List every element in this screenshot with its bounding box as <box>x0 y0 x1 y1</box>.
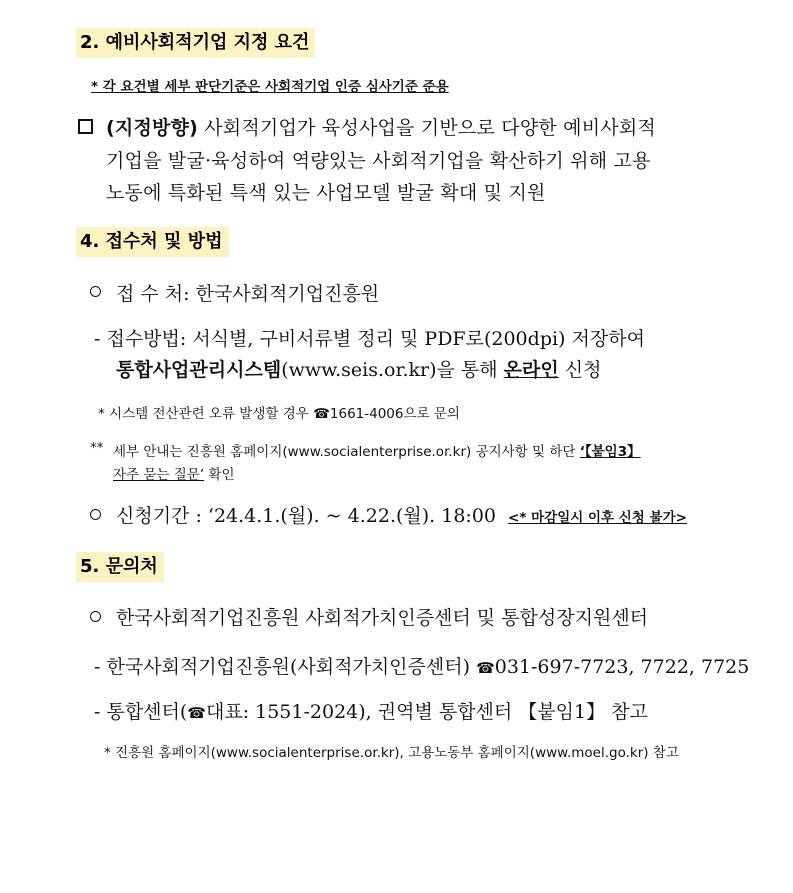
direction-line-2: 기업을 발굴·육성하여 역량있는 사회적기업을 확산하기 위해 고용 <box>106 150 651 172</box>
contact2-numbers: 대표: 1551-2024), 권역별 통합센터 【붙임1】 참고 <box>205 701 648 723</box>
note2-line-1 <box>113 440 641 460</box>
note2-link-1[interactable]: ‘【붙임3】 <box>579 444 641 460</box>
direction-text-1: 사회적기업가 육성사업을 기반으로 다양한 예비사회적 <box>204 117 656 139</box>
phone-icon: ☎ <box>476 659 495 677</box>
contact2-prefix: - 통합센터( <box>94 701 188 723</box>
note2-prefix: ** <box>90 440 104 456</box>
system-error-note: * 시스템 전산관련 오류 발생할 경우 ☎1661-4006으로 문의 <box>98 406 460 422</box>
method-online: 온라인 <box>503 359 559 381</box>
direction-line-1 <box>106 113 656 140</box>
checkbox-icon <box>78 119 93 134</box>
direction-label: (지정방향) <box>106 117 198 139</box>
circle-bullet-icon <box>90 286 101 297</box>
dash-bullet: - <box>94 328 101 350</box>
method-url: (www.seis.or.kr)을 통해 <box>281 359 498 381</box>
section-5-note: * 진흥원 홈페이지(www.socialenterprise.or.kr), 고용노동부 홈페이지(www.moel.go.kr) 참고 <box>104 745 679 761</box>
period-note: <* 마감일시 이후 신청 불가> <box>508 510 687 526</box>
receiver-line <box>116 279 379 306</box>
contact-line-2 <box>94 697 648 724</box>
section-4-title: 4. 접수처 및 방법 <box>76 227 229 257</box>
circle-bullet-icon <box>90 509 101 520</box>
note2-link-2[interactable]: 자주 묻는 질문’ <box>113 467 205 483</box>
method-line-2 <box>116 355 602 382</box>
section-5-title: 5. 문의처 <box>76 552 164 582</box>
contact-main: 한국사회적기업진흥원 사회적가치인증센터 및 통합성장지원센터 <box>116 607 649 629</box>
period-line <box>116 501 687 528</box>
method-text-1: 접수방법: 서식별, 구비서류별 정리 및 PDF로(200dpi) 저장하여 <box>106 328 645 350</box>
receiver-label: 접 수 처: <box>116 283 190 305</box>
period-label: 신청기간 : <box>116 505 202 527</box>
contact1-prefix: - 한국사회적기업진흥원(사회적가치인증센터) <box>94 656 471 678</box>
period-value: ‘24.4.1.(월). ~ 4.22.(월). 18:00 <box>207 505 496 527</box>
section-2-note: * 각 요건별 세부 판단기준은 사회적기업 인증 심사기준 준용 <box>91 79 449 95</box>
phone-icon: ☎ <box>187 704 206 722</box>
direction-line-3: 노동에 특화된 특색 있는 사업모델 발굴 확대 및 지원 <box>106 182 546 204</box>
note2-line-2 <box>113 463 235 483</box>
note2-suffix: 확인 <box>208 467 235 483</box>
note2-text: 세부 안내는 진흥원 홈페이지(www.socialenterprise.or.kr) 공지사항 및 하단 <box>113 444 576 460</box>
method-system: 통합사업관리시스템 <box>116 359 282 381</box>
method-apply: 신청 <box>564 359 602 381</box>
section-2-title: 2. 예비사회적기업 지정 요건 <box>76 28 315 58</box>
contact-line-1 <box>94 652 749 679</box>
receiver-value: 한국사회적기업진흥원 <box>195 283 380 305</box>
circle-bullet-icon <box>90 611 101 622</box>
method-line-1 <box>94 324 645 351</box>
contact1-numbers: 031-697-7723, 7722, 7725 <box>494 656 750 678</box>
